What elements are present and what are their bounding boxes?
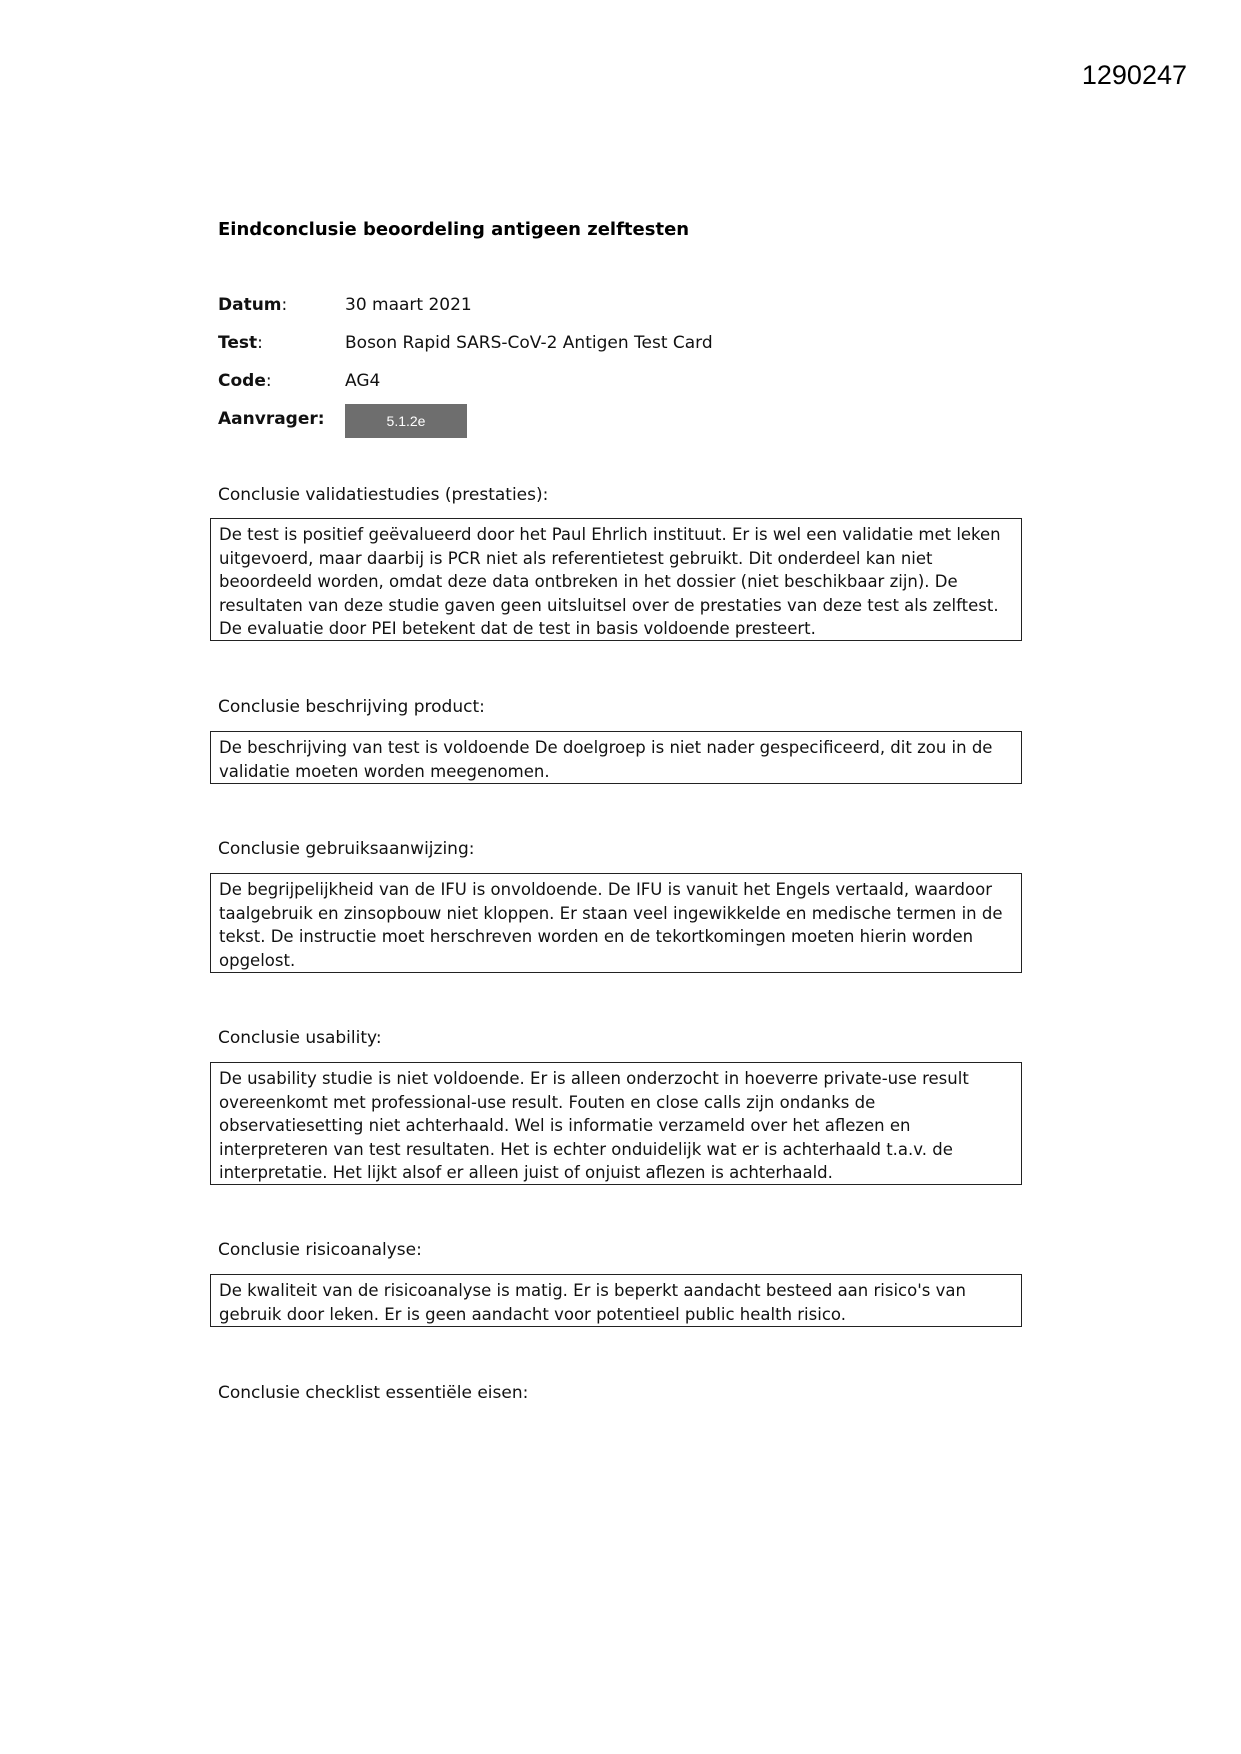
section-heading-checklist-essentiele-eisen: Conclusie checklist essentiële eisen: — [218, 1383, 529, 1403]
conclusion-box-gebruiksaanwijzing: De begrijpelijkheid van de IFU is onvoldoende. De IFU is vanuit het Engels vertaald, waardoor taalgebruik en zinsopbouw niet kloppen. Er staan veel ingewikkelde en medische termen in de tekst. De instructie moet herschreven worden en de tekortkomingen moeten hierin worden opgelost. — [210, 873, 1022, 973]
conclusion-box-validatiestudies: De test is positief geëvalueerd door het Paul Ehrlich instituut. Er is wel een validatie met leken uitgevoerd, maar daarbij is PCR niet als referentietest gebruikt. Dit onderdeel kan niet beoordeeld worden, omdat deze data ontbreken in het dossier (niet beschikbaar zijn). De resultaten van deze studie gaven geen uitsluitsel over de prestaties van deze test als zelftest. De evaluatie door PEI betekent dat de test in basis voldoende presteert. — [210, 518, 1022, 641]
datum-label: Datum — [218, 295, 282, 315]
document-number: 1290247 — [1081, 60, 1187, 90]
section-heading-usability: Conclusie usability: — [218, 1028, 382, 1048]
aanvrager-label: Aanvrager: — [218, 409, 325, 429]
section-heading-risicoanalyse: Conclusie risicoanalyse: — [218, 1240, 422, 1260]
code-value: AG4 — [345, 371, 381, 391]
conclusion-box-risicoanalyse: De kwaliteit van de risicoanalyse is matig. Er is beperkt aandacht besteed aan risico's van gebruik door leken. Er is geen aandacht voor potentieel public health risico. — [210, 1274, 1022, 1327]
redaction-block: 5.1.2e — [345, 404, 467, 438]
test-label: Test — [218, 333, 258, 353]
code-label: Code — [218, 371, 266, 391]
section-heading-validatiestudies: Conclusie validatiestudies (prestaties): — [218, 485, 549, 505]
section-heading-gebruiksaanwijzing: Conclusie gebruiksaanwijzing: — [218, 839, 475, 859]
conclusion-box-usability: De usability studie is niet voldoende. Er is alleen onderzocht in hoeverre private-use result overeenkomt met professional-use result. Fouten en close calls zijn ondanks de observatiesetting niet achterhaald. Wel is informatie verzameld over het aflezen en interpreteren van test resultaten. Het is echter onduidelijk wat er is achterhaald t.a.v. de interpretatie. Het lijkt alsof er alleen juist of onjuist aflezen is achterhaald. — [210, 1062, 1022, 1185]
section-heading-beschrijving-product: Conclusie beschrijving product: — [218, 697, 485, 717]
document-title: Eindconclusie beoordeling antigeen zelftesten — [218, 219, 690, 240]
test-value: Boson Rapid SARS-CoV-2 Antigen Test Card — [345, 333, 713, 353]
conclusion-box-beschrijving-product: De beschrijving van test is voldoende De doelgroep is niet nader gespecificeerd, dit zou in de validatie moeten worden meegenomen. — [210, 731, 1022, 784]
datum-value: 30 maart 2021 — [345, 295, 472, 315]
